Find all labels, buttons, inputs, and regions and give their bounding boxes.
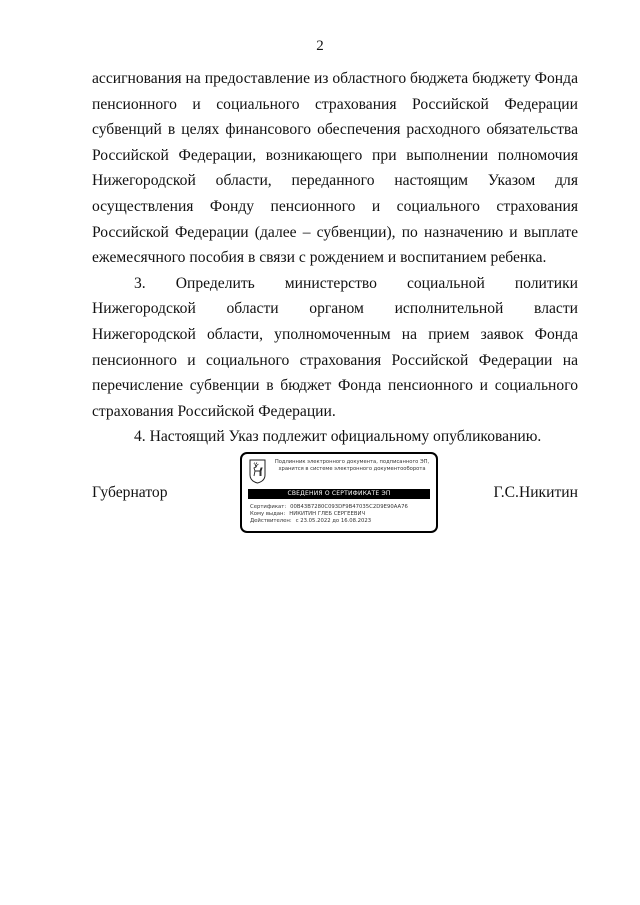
ep-certificate-value: 00B43B7280C093DF9B47035C2D9E90AA76 [290, 504, 408, 510]
ep-issued-to-label: Кому выдан: [250, 511, 286, 518]
ep-issued-to-value: НИКИТИН ГЛЕБ СЕРГЕЕВИЧ [289, 511, 366, 518]
ep-certificate-details [250, 504, 434, 526]
ep-certificate-row [250, 504, 434, 511]
deer-emblem-icon [249, 459, 266, 484]
electronic-signature-stamp [240, 452, 438, 533]
page-number: 2 [316, 38, 324, 54]
document-body [92, 66, 578, 450]
ep-valid-row [250, 518, 434, 525]
paragraph-item-4: 4. Настоящий Указ подлежит официальному опубликованию. [134, 428, 542, 446]
signer-position: Губернатор [92, 484, 168, 501]
ep-certificate-label: Сертификат: [250, 504, 287, 510]
paragraph-continuation: ассигнования на предоставление из областного бюджета бюджету Фонда пенсионного и социального страхования Российской Федерации субвенций в целях финансового обеспечения расходного обязательства Российской Федерации, возникающего при выполнении полномочия Нижегородской области, переданного настоящим Указом для осуществления Фонду пенсионного и социального страхования Российской Федерации (далее – субвенции), по назначению и выплате ежемесячного пособия в связи с рождением и воспитанием ребенка. [92, 70, 578, 267]
ep-certificate-header: СВЕДЕНИЯ О СЕРТИФИКАТЕ ЭП [248, 489, 430, 499]
signer-name: Г.С.Никитин [493, 484, 578, 501]
ep-caption: Подлинник электронного документа, подписанного ЭП, хранится в системе электронного документооборота [274, 459, 430, 472]
paragraph-item-3: 3. Определить министерство социальной политики Нижегородской области органом исполнительной власти Нижегородской области, уполномоченным на прием заявок Фонда пенсионного и социального страхования Российской Федерации на перечисление субвенции в бюджет Фонда пенсионного и социального страхования Российской Федерации. [92, 274, 578, 420]
signature-block [92, 452, 578, 536]
ep-valid-label: Действителен: [250, 518, 292, 525]
ep-valid-value: с 23.05.2022 до 16.08.2023 [295, 518, 372, 525]
